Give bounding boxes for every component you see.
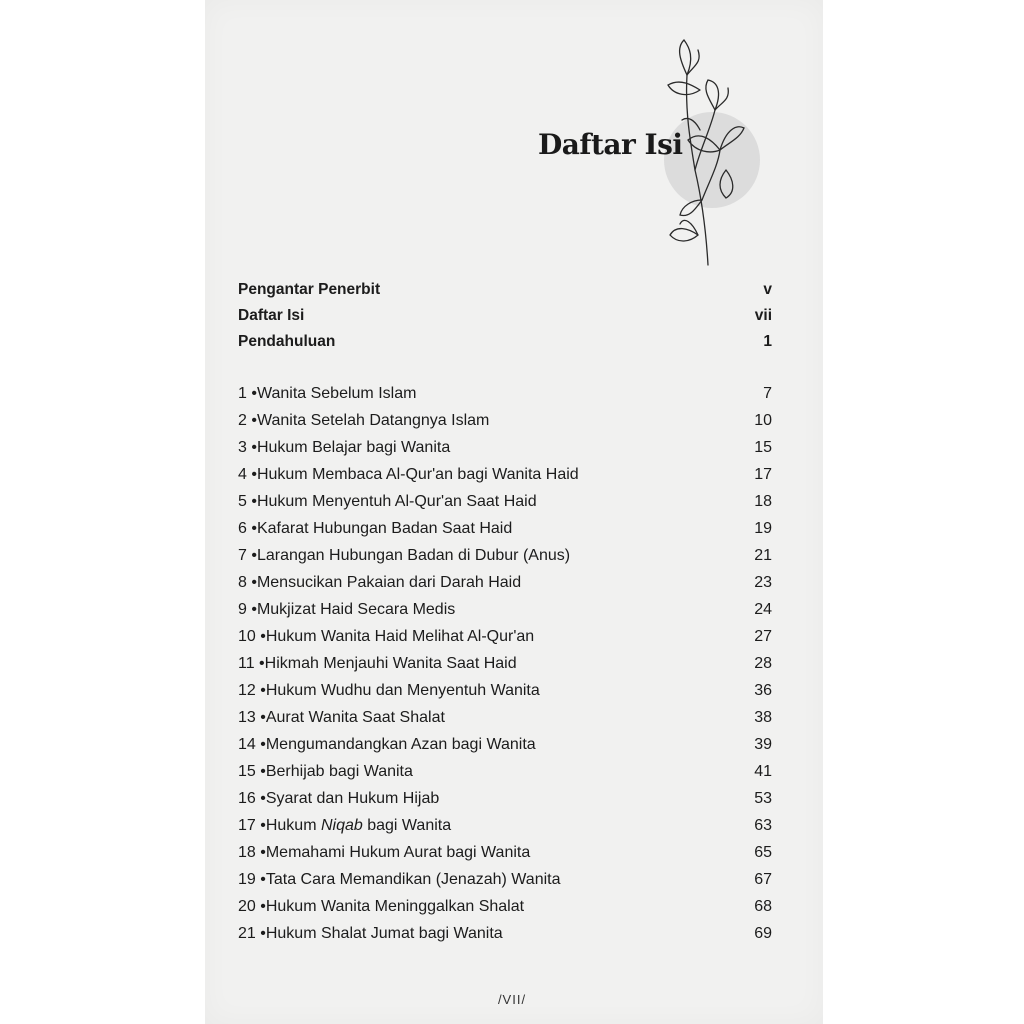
chapter-entry <box>238 601 772 628</box>
chapter-entry <box>238 844 772 871</box>
chapter-page: 67 <box>754 871 772 888</box>
chapter-number: 8 • <box>238 574 257 591</box>
chapter-entry <box>238 817 772 844</box>
chapter-number: 16 • <box>238 790 266 807</box>
chapter-title: Hukum Membaca Al-Qur'an bagi Wanita Haid <box>256 466 579 483</box>
chapter-title: Mukjizat Haid Secara Medis <box>256 601 456 618</box>
chapter-entry <box>238 412 772 439</box>
chapter-number: 11 • <box>238 655 265 672</box>
chapter-page: 7 <box>763 385 772 402</box>
chapter-title-emphasis: Niqab <box>320 817 363 834</box>
chapter-entry <box>238 385 772 412</box>
chapter-entry <box>238 628 772 655</box>
chapter-number: 14 • <box>238 736 266 753</box>
chapter-title: Tata Cara Memandikan (Jenazah) Wanita <box>265 871 561 888</box>
chapter-entry <box>238 493 772 520</box>
chapter-title: Mensucikan Pakaian dari Darah Haid <box>256 574 522 591</box>
chapter-entry <box>238 655 772 682</box>
chapter-number: 19 • <box>238 871 266 888</box>
chapter-page: 19 <box>754 520 772 537</box>
chapter-number: 9 • <box>238 601 257 618</box>
toc-entry <box>238 333 772 359</box>
toc-entry-page: 1 <box>763 333 772 350</box>
chapter-page: 24 <box>754 601 772 618</box>
toc-entry-page: vii <box>754 307 772 324</box>
chapter-title: Wanita Sebelum Islam <box>256 385 417 402</box>
chapter-page: 17 <box>754 466 772 483</box>
chapter-entry <box>238 871 772 898</box>
chapter-number: 12 • <box>238 682 266 699</box>
page-title: Daftar Isi <box>538 128 683 161</box>
chapter-page: 68 <box>754 898 772 915</box>
chapter-number: 15 • <box>238 763 266 780</box>
toc-entry-label: Pendahuluan <box>238 333 336 350</box>
chapter-number: 20 • <box>238 898 266 915</box>
toc-entry <box>238 307 772 333</box>
chapter-entry <box>238 466 772 493</box>
chapter-page: 63 <box>754 817 772 834</box>
chapter-page: 15 <box>754 439 772 456</box>
chapter-entry <box>238 925 772 952</box>
chapter-page: 18 <box>754 493 772 510</box>
chapter-title: Hukum Wanita Haid Melihat Al-Qur'an <box>265 628 535 645</box>
chapter-page: 69 <box>754 925 772 942</box>
chapter-number: 17 • <box>238 817 266 834</box>
chapter-title: Hukum Menyentuh Al-Qur'an Saat Haid <box>256 493 537 510</box>
chapter-entry <box>238 682 772 709</box>
chapter-page: 41 <box>754 763 772 780</box>
chapter-page: 10 <box>754 412 772 429</box>
chapter-entry <box>238 736 772 763</box>
chapter-number: 2 • <box>238 412 257 429</box>
chapter-title: Hukum Belajar bagi Wanita <box>256 439 451 456</box>
chapter-title: Berhijab bagi Wanita <box>265 763 413 780</box>
chapter-number: 1 • <box>238 385 257 402</box>
chapter-title: Hukum Shalat Jumat bagi Wanita <box>265 925 503 942</box>
chapter-entry <box>238 439 772 466</box>
toc-entry-page: v <box>763 281 772 298</box>
chapter-entry <box>238 547 772 574</box>
chapter-page: 39 <box>754 736 772 753</box>
chapter-number: 4 • <box>238 466 257 483</box>
chapter-title-post: bagi Wanita <box>362 817 452 834</box>
chapter-number: 5 • <box>238 493 257 510</box>
chapter-entry <box>238 520 772 547</box>
chapter-number: 10 • <box>238 628 266 645</box>
chapter-title: Mengumandangkan Azan bagi Wanita <box>265 736 536 753</box>
chapter-title: Hukum Wudhu dan Menyentuh Wanita <box>265 682 540 699</box>
chapter-page: 36 <box>754 682 772 699</box>
chapter-page: 28 <box>754 655 772 672</box>
chapter-title: Larangan Hubungan Badan di Dubur (Anus) <box>256 547 571 564</box>
chapter-number: 21 • <box>238 925 266 942</box>
chapter-number: 13 • <box>238 709 266 726</box>
chapter-page: 53 <box>754 790 772 807</box>
chapter-entry <box>238 574 772 601</box>
chapter-number: 3 • <box>238 439 257 456</box>
chapter-title: Aurat Wanita Saat Shalat <box>265 709 445 726</box>
chapter-title-pre: Hukum <box>265 817 321 834</box>
chapter-entry <box>238 709 772 736</box>
toc-entry-label: Daftar Isi <box>238 307 305 324</box>
page-folio: /VII/ <box>497 992 527 1007</box>
chapter-title: Wanita Setelah Datangnya Islam <box>256 412 490 429</box>
chapter-number: 18 • <box>238 844 266 861</box>
chapter-page: 27 <box>754 628 772 645</box>
chapter-title: Hukum Wanita Meninggalkan Shalat <box>265 898 525 915</box>
chapter-title: Memahami Hukum Aurat bagi Wanita <box>265 844 531 861</box>
chapter-entry <box>238 898 772 925</box>
chapter-page: 23 <box>754 574 772 591</box>
chapter-title: Syarat dan Hukum Hijab <box>265 790 440 807</box>
chapter-entry <box>238 790 772 817</box>
chapter-list <box>238 385 772 952</box>
chapter-page: 21 <box>754 547 772 564</box>
chapter-title: Kafarat Hubungan Badan Saat Haid <box>256 520 513 537</box>
chapter-page: 65 <box>754 844 772 861</box>
front-matter-list <box>238 281 772 359</box>
chapter-page: 38 <box>754 709 772 726</box>
chapter-number: 6 • <box>238 520 257 537</box>
chapter-number: 7 • <box>238 547 257 564</box>
chapter-entry <box>238 763 772 790</box>
chapter-title: Hikmah Menjauhi Wanita Saat Haid <box>264 655 517 672</box>
toc-entry-label: Pengantar Penerbit <box>238 281 381 298</box>
toc-entry <box>238 281 772 307</box>
